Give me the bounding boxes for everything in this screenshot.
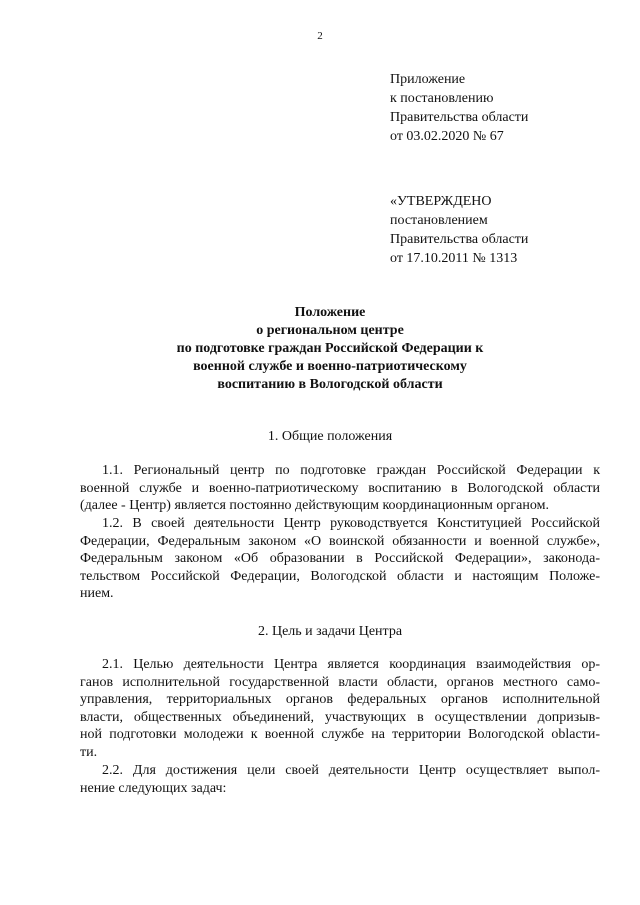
approved-line: «УТВЕРЖДЕНО (390, 194, 492, 209)
paragraph-line: (далее - Центр) является постоянно действующим координационным органом. (80, 498, 549, 513)
paragraph-line: ти. (80, 744, 98, 760)
paragraph-line: ганов исполнительной государственной власти области, органов местного само- (80, 674, 600, 690)
paragraph-line: нием. (80, 586, 114, 601)
title-line: о региональном центре (256, 323, 404, 338)
paragraph-line: ной подготовки молодежи к военной службе на территории Вологодской oblасти- (80, 727, 600, 742)
paragraph-line: Федеральным законом «Об образовании в Российской Федерации», законода- (80, 551, 600, 566)
title-line: военной службе и военно-патриотическому (193, 359, 467, 374)
document-title (80, 304, 580, 394)
approved-block (390, 192, 528, 268)
paragraph-2-1 (80, 656, 600, 761)
title-line: воспитанию в Вологодской области (217, 377, 443, 392)
paragraph-1-1 (80, 462, 600, 515)
paragraph-2-2 (80, 762, 600, 797)
appendix-line: Правительства области (390, 110, 529, 125)
appendix-line: к постановлению (390, 91, 494, 106)
approved-line: постановлением (390, 213, 488, 228)
appendix-line: от 03.02.2020 № 67 (390, 129, 504, 144)
paragraph-line: 2.1. Целью деятельности Центра является координация взаимодействия ор- (102, 657, 600, 672)
section-heading-goals: 2. Цель и задачи Центра (257, 624, 403, 639)
paragraph-line: Федерации, Федеральным законом «О воинской обязанности и военной службе», (80, 533, 600, 549)
section-heading-general: 1. Общие положения (267, 429, 393, 444)
paragraph-line: 2.2. Для достижения цели своей деятельности Центр осуществляет выпол- (102, 763, 600, 778)
paragraph-1-2 (80, 515, 600, 603)
approved-line: Правительства области (390, 232, 529, 247)
title-line: по подготовке граждан Российской Федерации к (176, 341, 484, 356)
paragraph-line: тельством Российской Федерации, Вологодской области и настоящим Положе- (80, 568, 600, 584)
approved-line: от 17.10.2011 № 1313 (390, 251, 518, 266)
paragraph-line: 1.1. Региональный центр по подготовке граждан Российской Федерации к (102, 463, 600, 478)
appendix-line: Приложение (390, 72, 466, 87)
paragraph-line: нение следующих задач: (80, 780, 227, 796)
paragraph-line: военной службе и военно-патриотическому воспитанию в Вологодской области (80, 480, 600, 496)
title-line: Положение (294, 305, 366, 320)
paragraph-line: управления, территориальных органов федеральных органов исполнительной (80, 692, 600, 707)
paragraph-line: власти, общественных объединений, участвующих в осуществлении допризыв- (80, 709, 600, 725)
page-number: 2 (317, 30, 323, 42)
paragraph-line: 1.2. В своей деятельности Центр руководствуется Конституцией Российской (102, 516, 600, 531)
appendix-block (390, 70, 528, 146)
